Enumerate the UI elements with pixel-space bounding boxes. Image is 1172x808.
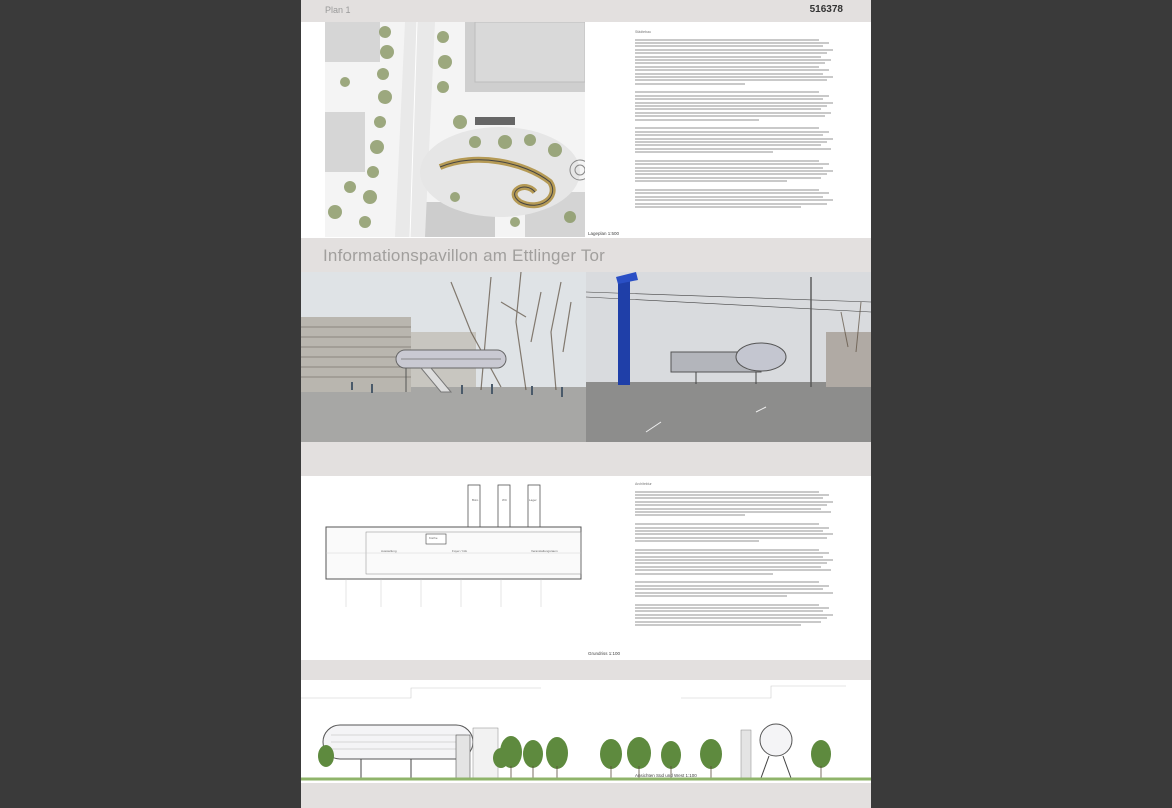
text-line xyxy=(635,559,833,561)
text-line xyxy=(635,588,823,590)
text-line xyxy=(635,607,829,609)
text-line xyxy=(635,95,829,97)
elevation-drawing xyxy=(301,680,871,783)
text-line xyxy=(635,527,829,529)
site-plan-caption: Lageplan 1:500 xyxy=(588,231,620,236)
text-line xyxy=(635,549,819,551)
text-line xyxy=(635,569,831,571)
text-line xyxy=(635,98,823,100)
text-line xyxy=(635,617,827,619)
room-label-office: Büro xyxy=(472,498,479,502)
room-label-storage: Lager xyxy=(529,498,537,502)
plan-label: Plan 1 xyxy=(325,5,351,15)
text-line xyxy=(635,508,821,510)
text-line xyxy=(635,621,821,623)
text-line xyxy=(635,497,823,499)
floor-plan-caption: Grundriss 1:100 xyxy=(588,651,621,656)
site-plan-drawing xyxy=(325,22,585,237)
text-line xyxy=(635,192,829,194)
text-line xyxy=(635,491,819,493)
text-line xyxy=(635,56,821,58)
competition-plan-sheet xyxy=(301,0,871,808)
text-line xyxy=(635,42,829,44)
text-line xyxy=(635,91,819,93)
plaza-photo xyxy=(586,272,871,442)
text-line xyxy=(635,105,827,107)
text-line xyxy=(635,108,821,110)
text-line xyxy=(635,115,825,117)
text-line xyxy=(635,556,823,558)
text-line xyxy=(635,160,819,162)
text-line xyxy=(635,581,819,583)
text-line xyxy=(635,119,759,121)
text-line xyxy=(635,196,823,198)
room-label-foyer: Foyer / Info xyxy=(452,549,468,553)
site-text-body xyxy=(635,39,835,214)
text-line xyxy=(635,62,825,64)
text-line xyxy=(635,167,823,169)
text-line xyxy=(635,494,829,496)
architecture-text-heading: Architektur xyxy=(635,482,652,486)
text-line xyxy=(635,540,759,542)
text-line xyxy=(635,49,833,51)
text-line xyxy=(635,170,833,172)
text-line xyxy=(635,144,821,146)
text-line xyxy=(635,66,819,68)
text-line xyxy=(635,141,827,143)
elevation-caption: Ansichten Süd und West 1:100 xyxy=(635,773,697,778)
site-text-column xyxy=(635,31,835,213)
text-line xyxy=(635,189,819,191)
site-plan-map xyxy=(325,22,585,237)
text-line xyxy=(635,552,829,554)
text-line xyxy=(635,69,829,71)
text-line xyxy=(635,177,821,179)
text-line xyxy=(635,148,831,150)
text-line xyxy=(635,52,827,54)
daytime-street-photo xyxy=(301,272,586,442)
text-line xyxy=(635,501,833,503)
text-line xyxy=(635,45,823,47)
architecture-text-column xyxy=(635,483,835,631)
text-line xyxy=(635,163,829,165)
text-line xyxy=(635,206,801,208)
entry-number: 516378 xyxy=(809,4,843,15)
room-label-event-room: Veranstaltungsraum xyxy=(531,549,558,553)
project-title: Informationspavillon am Ettlinger Tor xyxy=(323,246,606,265)
text-line xyxy=(635,610,823,612)
text-line xyxy=(635,530,823,532)
text-line xyxy=(635,180,787,182)
text-line xyxy=(635,112,831,114)
text-line xyxy=(635,138,833,140)
text-line xyxy=(635,199,833,201)
text-line xyxy=(635,585,829,587)
text-line xyxy=(635,127,819,129)
text-line xyxy=(635,173,827,175)
text-line xyxy=(635,102,833,104)
room-label-wc: WC xyxy=(502,498,507,502)
text-line xyxy=(635,83,745,85)
text-line xyxy=(635,523,819,525)
text-line xyxy=(635,504,827,506)
text-line xyxy=(635,203,827,205)
site-text-heading: Städtebau xyxy=(635,30,651,34)
text-line xyxy=(635,624,801,626)
text-line xyxy=(635,595,787,597)
text-line xyxy=(635,604,819,606)
text-line xyxy=(635,39,819,41)
text-line xyxy=(635,134,823,136)
text-line xyxy=(635,511,831,513)
text-line xyxy=(635,79,827,81)
text-line xyxy=(635,566,821,568)
text-line xyxy=(635,537,827,539)
text-line xyxy=(635,76,833,78)
text-line xyxy=(635,562,827,564)
text-line xyxy=(635,533,833,535)
text-line xyxy=(635,614,833,616)
room-label-exhibition: Ausstellung xyxy=(381,549,397,553)
text-line xyxy=(635,59,831,61)
architecture-text-body xyxy=(635,491,835,632)
room-label-kitchen: Küche xyxy=(429,536,438,540)
text-line xyxy=(635,573,773,575)
text-line xyxy=(635,151,773,153)
text-line xyxy=(635,131,829,133)
text-line xyxy=(635,73,823,75)
text-line xyxy=(635,514,745,516)
text-line xyxy=(635,592,833,594)
spacer-band xyxy=(301,442,871,476)
